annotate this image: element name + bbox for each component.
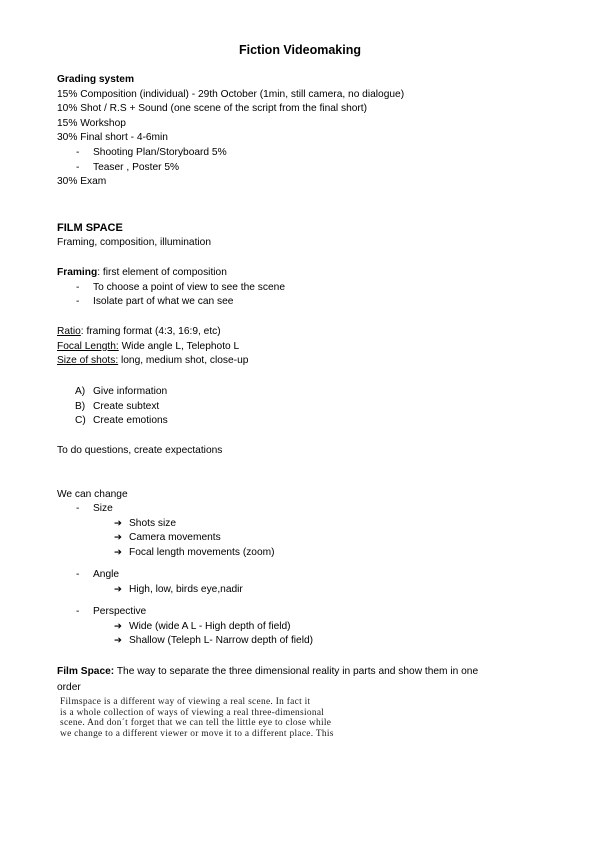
size-group xyxy=(57,502,275,560)
grading-item: 15% Composition (individual) - 29th October (1min, still camera, no dialogue) xyxy=(57,88,405,100)
film-space-section xyxy=(57,221,211,250)
arrow-icon: ➔ xyxy=(114,532,122,544)
change-item: ➔ Wide (wide A L - High depth of field) xyxy=(57,620,313,635)
grading-item: 30% Final short - 4-6min xyxy=(57,132,168,144)
purposes-list xyxy=(57,385,168,429)
scanned-excerpt xyxy=(60,697,380,739)
grading-sub-item: - Teaser , Poster 5% xyxy=(76,161,180,173)
change-item: ➔ Shots size xyxy=(57,517,275,532)
framing-definition: Framing: first element of composition xyxy=(57,267,227,278)
grading-item: 30% Exam xyxy=(57,176,107,188)
questions-line: To do questions, create expectations xyxy=(57,445,223,456)
grading-item: 10% Shot / R.S + Sound (one scene of the script from the final short) xyxy=(57,103,368,115)
excerpt-line: Filmspace is a different way of viewing a real scene. In fact it xyxy=(60,697,311,707)
size-of-shots-term: Size of shots: long, medium shot, close-up xyxy=(57,355,249,367)
arrow-icon: ➔ xyxy=(114,635,122,647)
purpose-item: B) Create subtext xyxy=(75,400,160,412)
terms-block xyxy=(57,325,248,369)
arrow-icon: ➔ xyxy=(114,517,122,529)
change-item: ➔ Focal length movements (zoom) xyxy=(57,546,275,561)
grading-section xyxy=(57,73,404,190)
change-item: ➔ High, low, birds eye,nadir xyxy=(57,583,243,598)
changes-intro: We can change xyxy=(57,489,128,500)
perspective-group xyxy=(57,605,313,649)
framing-block xyxy=(57,266,285,310)
purpose-item: A) Give information xyxy=(75,386,168,397)
change-category: - Angle xyxy=(76,569,120,580)
page-title: Fiction Videomaking xyxy=(238,43,361,57)
section-subtitle: Framing, composition, illumination xyxy=(57,236,212,248)
framing-point: - Isolate part of what we can see xyxy=(76,296,234,308)
film-space-definition: Film Space: The way to separate the three dimensional reality in parts and show them in one order xyxy=(57,666,479,693)
grading-sub-item: - Shooting Plan/Storyboard 5% xyxy=(76,146,227,158)
purpose-item: C) Create emotions xyxy=(75,415,168,427)
angle-group xyxy=(57,568,243,597)
change-item: ➔ Camera movements xyxy=(57,531,275,546)
grading-item: 15% Workshop xyxy=(57,117,126,129)
ratio-term: Ratio: framing format (4:3, 16:9, etc) xyxy=(57,326,221,337)
excerpt-line: we change to a different viewer or move it to a different place. This xyxy=(60,728,334,739)
section-heading: FILM SPACE xyxy=(57,222,123,234)
grading-heading: Grading system xyxy=(57,74,134,85)
excerpt-line: is a whole collection of ways of viewing a real three-dimensional xyxy=(60,707,325,718)
change-item: ➔ Shallow (Teleph L- Narrow depth of field) xyxy=(57,634,313,649)
change-category: - Perspective xyxy=(76,606,147,617)
framing-point: - To choose a point of view to see the scene xyxy=(76,281,285,293)
change-category: - Size xyxy=(76,503,113,514)
focal-length-term: Focal Length: Wide angle L, Telephoto L xyxy=(57,340,240,352)
arrow-icon: ➔ xyxy=(114,620,122,632)
excerpt-line: scene. And don´t forget that we can tell the little eye to close while xyxy=(60,718,332,729)
arrow-icon: ➔ xyxy=(114,546,122,558)
arrow-icon: ➔ xyxy=(114,583,122,595)
